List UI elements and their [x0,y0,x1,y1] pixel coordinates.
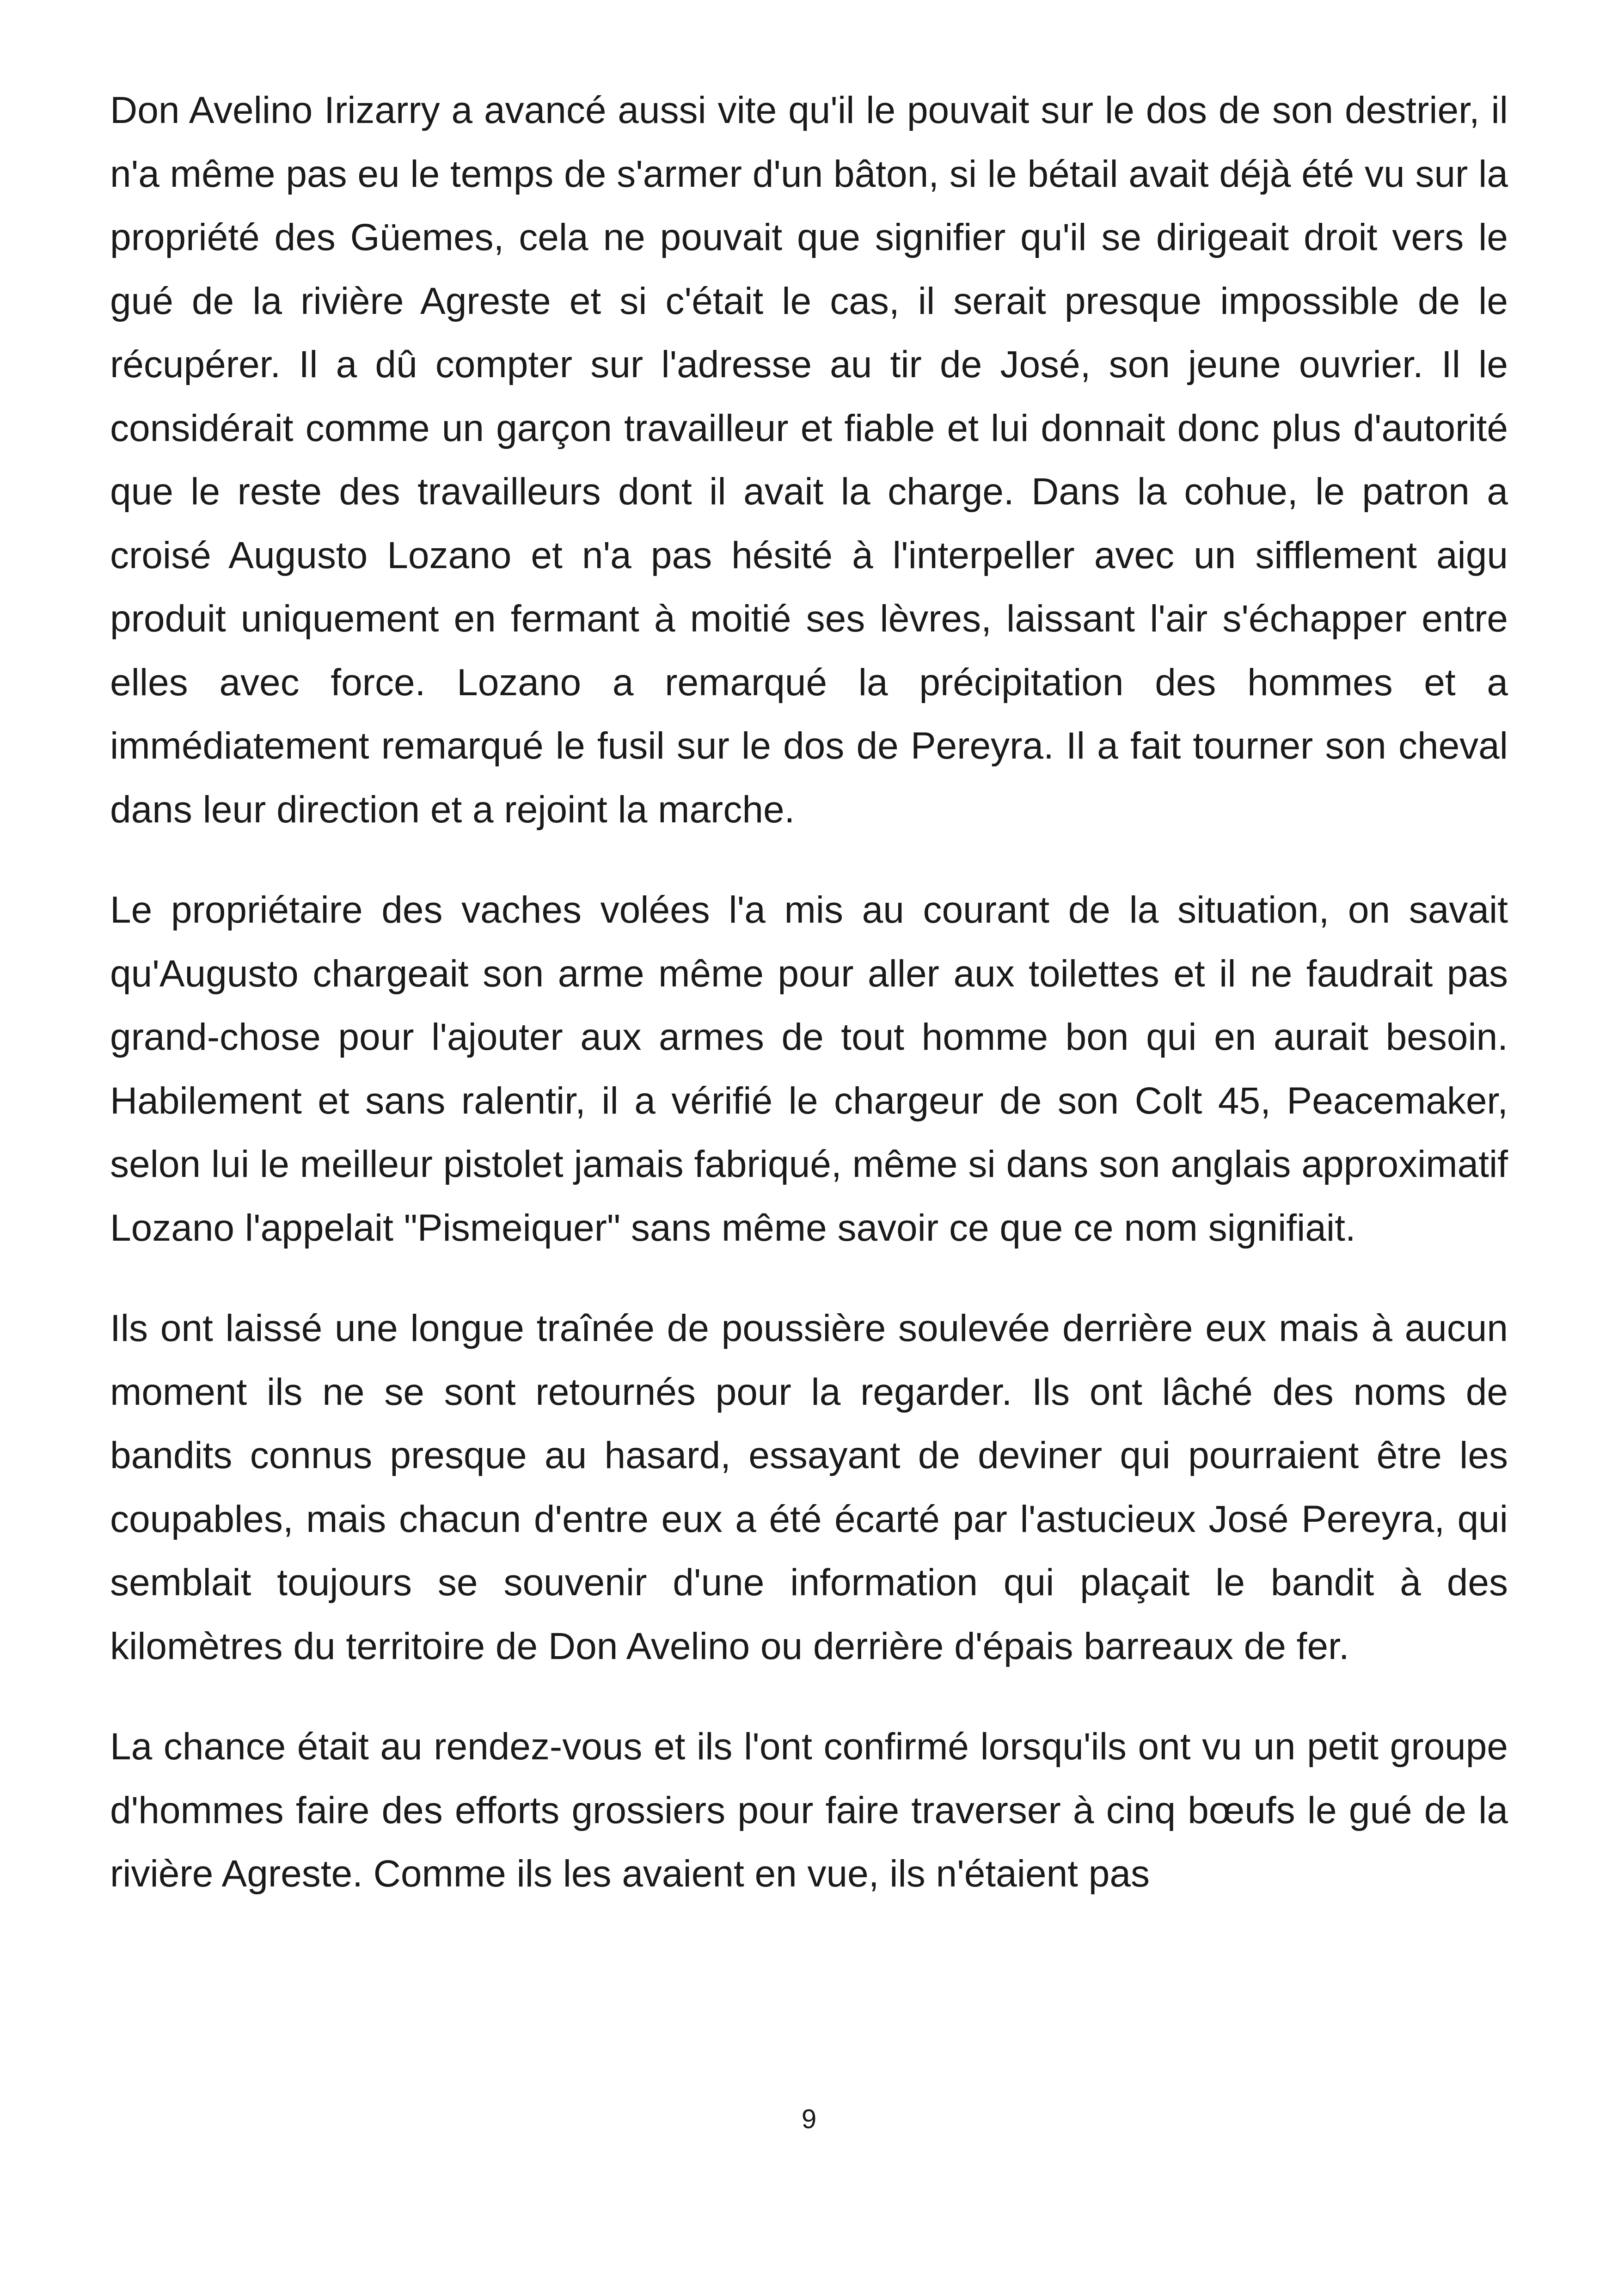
text-body [110,79,1508,1906]
paragraph-3: Ils ont laissé une longue traînée de poussière soulevée derrière eux mais à aucun moment ils ne se sont retournés pour la regarder. Ils ont lâché des noms de bandits connus presque au hasard, essayant de deviner qui pourraient être les coupables, mais chacun d'entre eux a été écarté par l'astucieux José Pereyra, qui semblait toujours se souvenir d'une information qui plaçait le bandit à des kilomètres du territoire de Don Avelino ou derrière d'épais barreaux de fer. [110,1307,1508,1667]
paragraph-4: La chance était au rendez-vous et ils l'ont confirmé lorsqu'ils ont vu un petit groupe d'hommes faire des efforts grossiers pour faire traverser à cinq bœufs le gué de la rivière Agreste. Comme ils les avaient en vue, ils n'étaient pas [110,1726,1508,1895]
paragraph-1: Don Avelino Irizarry a avancé aussi vite qu'il le pouvait sur le dos de son destrier, il n'a même pas eu le temps de s'armer d'un bâton, si le bétail avait déjà été vu sur la propriété des Güemes, cela ne pouvait que signifier qu'il se dirigeait droit vers le gué de la rivière Agreste et si c'était le cas, il serait presque impossible de le récupérer. Il a dû compter sur l'adresse au tir de José, son jeune ouvrier. Il le considérait comme un garçon travailleur et fiable et lui donnait donc plus d'autorité que le reste des travailleurs dont il avait la charge. Dans la cohue, le patron a croisé Augusto Lozano et n'a pas hésité à l'interpeller avec un sifflement aigu produit uniquement en fermant à moitié ses lèvres, laissant l'air s'échapper entre elles avec force. Lozano a remarqué la précipitation des hommes et a immédiatement remarqué le fusil sur le dos de Pereyra. Il a fait tourner son cheval dans leur direction et a rejoint la marche. [110,89,1508,831]
page-number: 9 [801,2104,817,2134]
paragraph-2: Le propriétaire des vaches volées l'a mis au courant de la situation, on savait qu'Augusto chargeait son arme même pour aller aux toilettes et il ne faudrait pas grand-chose pour l'ajouter aux armes de tout homme bon qui en aurait besoin. Habilement et sans ralentir, il a vérifié le chargeur de son Colt 45, Peacemaker, selon lui le meilleur pistolet jamais fabriqué, même si dans son anglais approximatif Lozano l'appelait "Pismeiquer" sans même savoir ce que ce nom signifiait. [110,889,1508,1249]
